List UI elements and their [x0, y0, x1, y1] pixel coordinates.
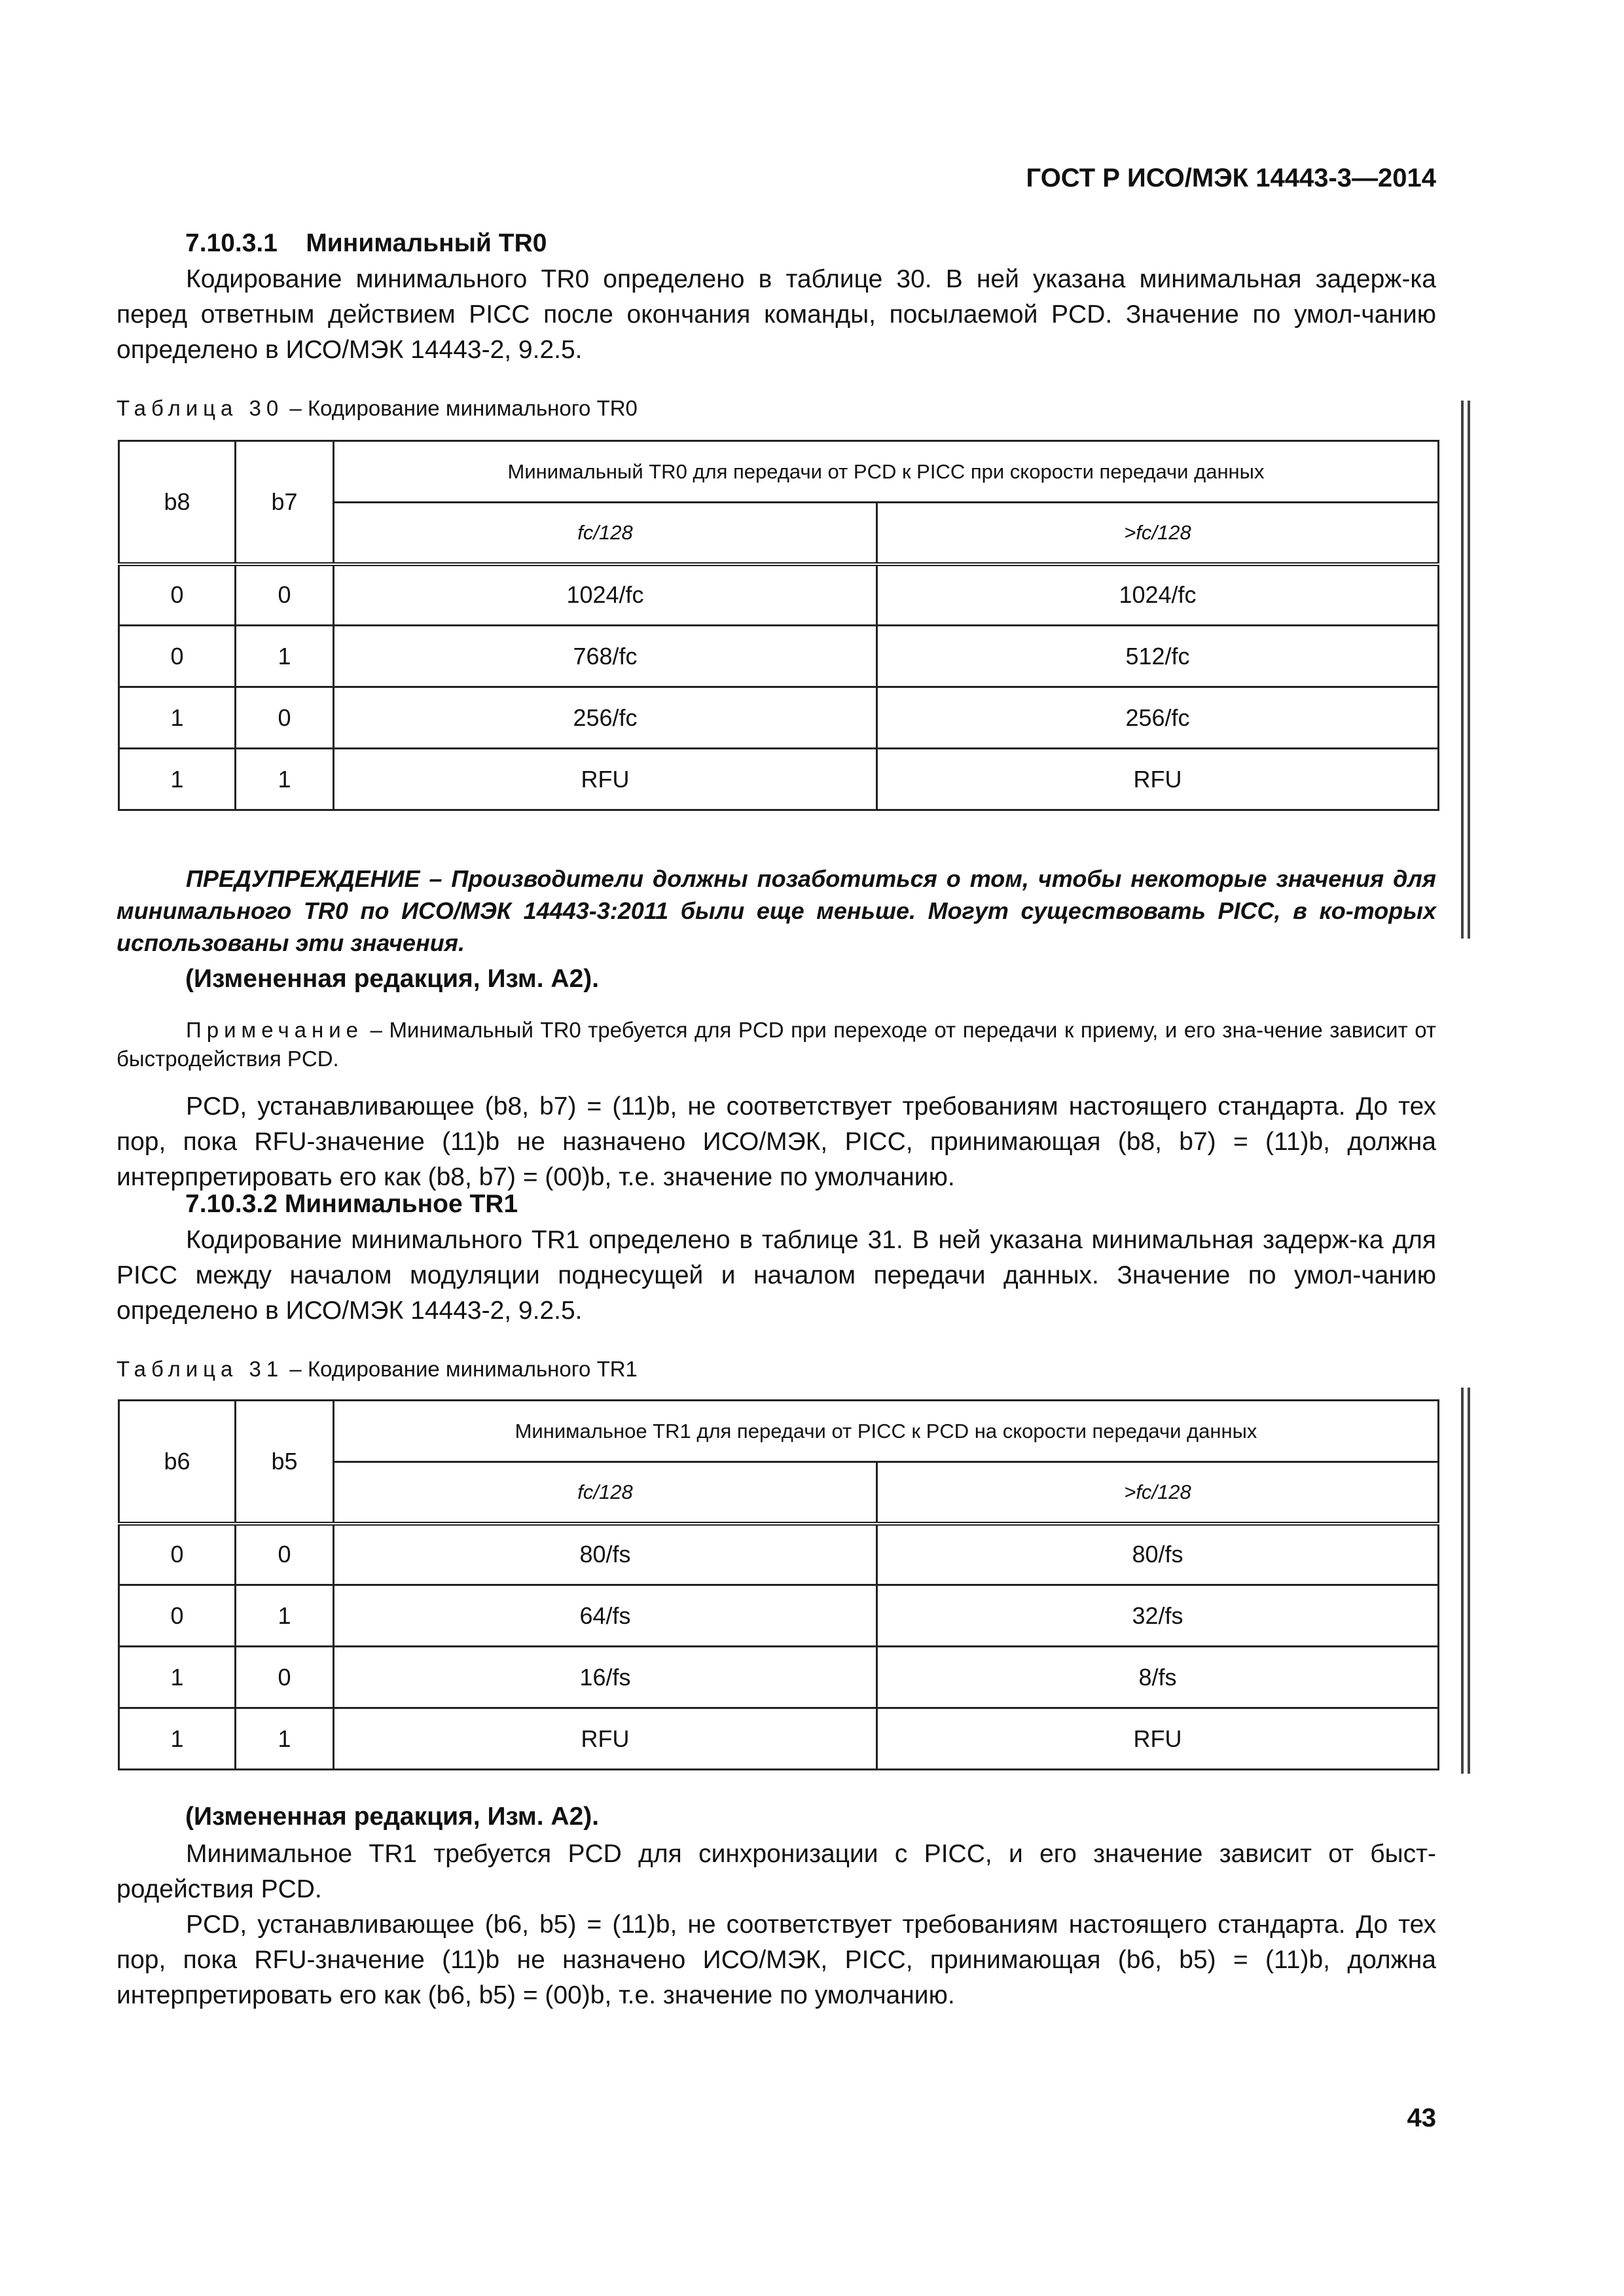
section-title: Минимальный TR0: [306, 229, 547, 257]
header-cell: b6: [119, 1401, 236, 1524]
cell: 0: [236, 1524, 334, 1585]
cell: 0: [119, 564, 236, 626]
cell: 16/fs: [334, 1647, 877, 1708]
amendment-note: (Измененная редакция, Изм. А2).: [185, 1803, 600, 1831]
section-number: 7.10.3.2: [185, 1190, 278, 1218]
table-row: [119, 1647, 1439, 1708]
table-row: [119, 687, 1439, 749]
document-header: ГОСТ Р ИСО/МЭК 14443-3—2014: [1026, 164, 1436, 192]
table-caption-30: [117, 395, 638, 422]
cell: 1: [119, 1647, 236, 1708]
page-number: 43: [1407, 2104, 1436, 2132]
amendment-note: (Измененная редакция, Изм. А2).: [185, 965, 600, 993]
table-30: [118, 440, 1439, 811]
cell: RFU: [334, 749, 877, 810]
cell: 0: [119, 1585, 236, 1647]
cell: 1: [236, 749, 334, 810]
table-row: [119, 749, 1439, 810]
table-row: [119, 1524, 1439, 1585]
group-header-cell: Минимальный TR0 для передачи от PCD к PICC при скорости передачи данных: [334, 441, 1439, 503]
caption-label: Таблица 30: [117, 396, 284, 420]
section-heading-2: [185, 1190, 518, 1219]
cell: 32/fs: [877, 1585, 1439, 1647]
cell: 1: [236, 1585, 334, 1647]
table-row: [119, 1708, 1439, 1770]
revision-bar: [1461, 1388, 1464, 1774]
group-header-cell: Минимальное TR1 для передачи от PICC к PCD на скорости передачи данных: [334, 1401, 1439, 1462]
cell: 0: [236, 687, 334, 749]
header-cell: b8: [119, 441, 236, 564]
table-row: [119, 564, 1439, 626]
table-row: [119, 626, 1439, 687]
note-label: Примечание: [186, 1018, 364, 1042]
revision-bar: [1468, 1388, 1470, 1774]
table-caption-31: [117, 1356, 638, 1382]
note-text: – Минимальный TR0 требуется для PCD при переходе от передачи к приему, и его зна-чение зависит от быстродействия PCD.: [117, 1018, 1436, 1071]
paragraph-pcd-tr1: PCD, устанавливающее (b6, b5) = (11)b, не соответствует требованиям настоящего стандарта. До тех пор, пока RFU-значение (11)b не назначено ИСО/МЭК, PICC, принимающая (b6, b5) = (11)b, должна интерпретировать его как (b6, b5) = (00)b, т.е. значение по умолчанию.: [117, 1910, 1436, 2009]
section-heading-1: [185, 229, 547, 258]
cell: 80/fs: [877, 1524, 1439, 1585]
revision-bar: [1461, 401, 1464, 939]
section-paragraph: Кодирование минимального TR1 определено в таблице 31. В ней указана минимальная задерж-ка для PICC между началом модуляции поднесущей и началом передачи данных. Значение по умол-чанию определено в ИСО/МЭК 14443-2, 9.2.5.: [117, 1226, 1436, 1325]
cell: RFU: [877, 749, 1439, 810]
paragraph-pcd-tr0: PCD, устанавливающее (b8, b7) = (11)b, не соответствует требованиям настоящего стандарта. До тех пор, пока RFU-значение (11)b не назначено ИСО/МЭК, PICC, принимающая (b8, b7) = (11)b, должна интерпретировать его как (b8, b7) = (00)b, т.е. значение по умолчанию.: [117, 1092, 1436, 1191]
cell: 1: [236, 1708, 334, 1770]
cell: 256/fc: [334, 687, 877, 749]
cell: 1: [119, 1708, 236, 1770]
caption-text: – Кодирование минимального TR0: [283, 396, 638, 420]
cell: 256/fc: [877, 687, 1439, 749]
cell: 0: [119, 626, 236, 687]
caption-text: – Кодирование минимального TR1: [283, 1357, 638, 1381]
warning-text: ПРЕДУПРЕЖДЕНИЕ – Производители должны позаботиться о том, чтобы некоторые значения для минимального TR0 по ИСО/МЭК 14443-3:2011 были еще меньше. Могут существовать PICC, в ко-торых использованы эти значения.: [117, 865, 1436, 956]
table-31: [118, 1399, 1439, 1770]
table-row: [119, 1585, 1439, 1647]
cell: 1: [119, 749, 236, 810]
section-paragraph: Кодирование минимального TR0 определено в таблице 30. В ней указана минимальная задерж-ка перед ответным действием PICC после окончания команды, посылаемой PCD. Значение по умол-чанию определено в ИСО/МЭК 14443-2, 9.2.5.: [117, 265, 1436, 364]
cell: RFU: [877, 1708, 1439, 1770]
cell: 512/fc: [877, 626, 1439, 687]
cell: 0: [236, 564, 334, 626]
cell: 1024/fc: [877, 564, 1439, 626]
header-cell: b7: [236, 441, 334, 564]
subheader-cell: fc/128: [334, 1462, 877, 1524]
subheader-cell: fc/128: [334, 503, 877, 564]
cell: 64/fs: [334, 1585, 877, 1647]
cell: 768/fc: [334, 626, 877, 687]
section-number: 7.10.3.1: [185, 229, 278, 257]
caption-label: Таблица 31: [117, 1357, 284, 1381]
cell: 0: [119, 1524, 236, 1585]
cell: 1: [236, 626, 334, 687]
subheader-cell: >fc/128: [877, 503, 1439, 564]
cell: 1024/fc: [334, 564, 877, 626]
subheader-cell: >fc/128: [877, 1462, 1439, 1524]
note: [117, 1016, 1436, 1073]
cell: 0: [236, 1647, 334, 1708]
section-title: Минимальное TR1: [284, 1190, 518, 1218]
header-cell: b5: [236, 1401, 334, 1524]
paragraph-tr1: Минимальное TR1 требуется PCD для синхронизации с PICC, и его значение зависит от быст-родействия PCD.: [117, 1840, 1436, 1903]
revision-bar: [1468, 401, 1470, 939]
cell: 1: [119, 687, 236, 749]
cell: 80/fs: [334, 1524, 877, 1585]
cell: RFU: [334, 1708, 877, 1770]
cell: 8/fs: [877, 1647, 1439, 1708]
